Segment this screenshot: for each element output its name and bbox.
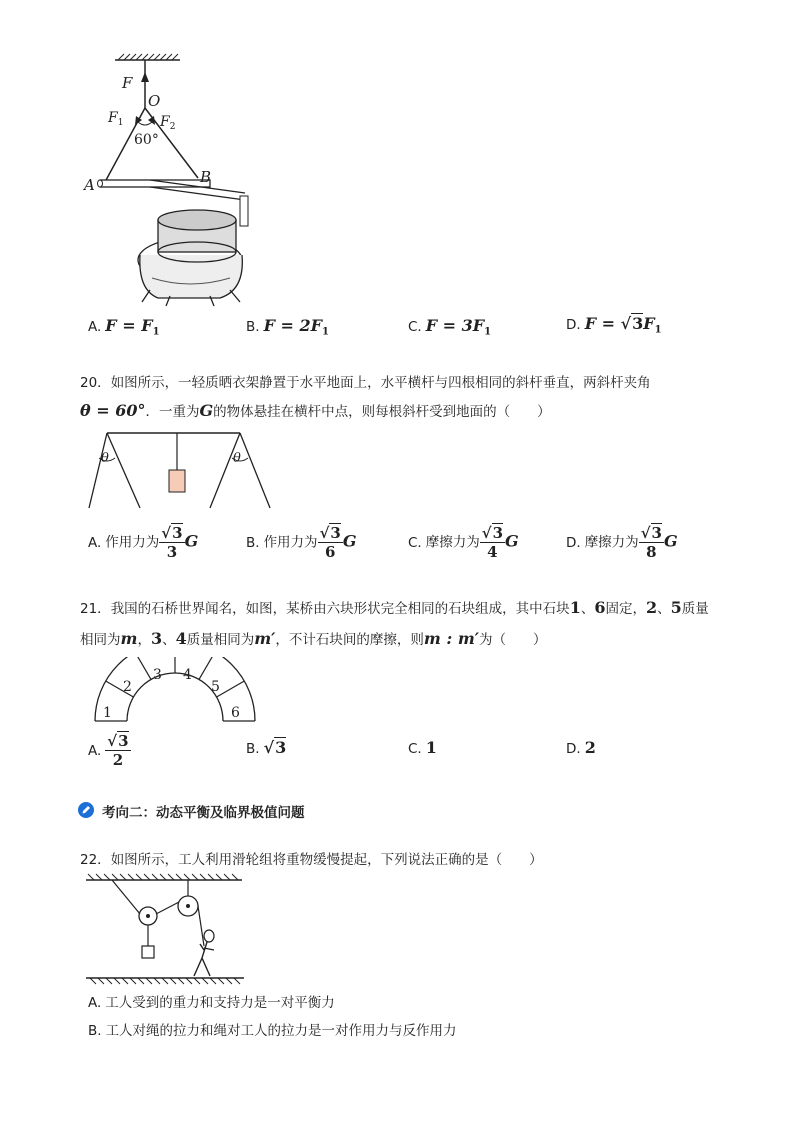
bridge-block-2: 2	[123, 679, 132, 695]
label-B: B	[200, 168, 212, 186]
q22-stem: 22．如图所示，工人利用滑轮组将重物缓慢提起，下列说法正确的是（ ）	[80, 852, 543, 868]
hanging-weight	[169, 470, 185, 492]
label-F1: $F_1$	[108, 110, 124, 128]
q21-bridge-figure	[85, 657, 265, 725]
label-60deg: 60°	[134, 132, 159, 148]
bridge-block-1: 1	[103, 705, 112, 721]
q21-stem-line2: 相同为m，3、4质量相同为m′，不计石块间的摩擦，则m : m′为（ ）	[80, 629, 547, 648]
section-title: 考向二：动态平衡及临界极值问题	[102, 805, 305, 821]
label-F2: $F_2$	[160, 114, 176, 132]
bridge-block-4: 4	[183, 667, 192, 683]
q20-option-d[interactable]: D. 摩擦力为 $\frac{√3}{8}$ G	[566, 524, 678, 561]
label-F: F	[122, 74, 133, 92]
theta-right: θ	[233, 451, 241, 466]
q22-option-a[interactable]: A. 工人受到的重力和支持力是一对平衡力	[88, 995, 335, 1011]
q20-option-a[interactable]: A. 作用力为 $\frac{√3}{3}$ G	[88, 524, 199, 561]
q20-stem-line2: θ = 60°．一重为G的物体悬挂在横杆中点，则每根斜杆受到地面的（ ）	[80, 401, 551, 420]
q21-stem-line1: 21．我国的石桥世界闻名，如图，某桥由六块形状完全相同的石块组成，其中石块1、6固定，2、5质量	[80, 598, 709, 617]
theta-left: θ	[101, 451, 109, 466]
bridge-block-3: 3	[153, 667, 162, 683]
label-O: O	[148, 92, 161, 110]
q20-figure	[85, 428, 275, 510]
pencil-icon	[78, 802, 94, 818]
q21-option-d[interactable]: D. 2	[566, 738, 596, 757]
q20-stem-line1: 20．如图所示，一轻质晒衣架静置于水平地面上，水平横杆与四根相同的斜杆垂直，两斜杆夹角	[80, 375, 651, 391]
q19-option-a[interactable]: A. $F = F_1$	[88, 316, 160, 338]
q19-option-d[interactable]: D. $F = √3F_1$	[566, 314, 662, 336]
q21-option-a[interactable]: A. $\frac{√3}{2}$	[88, 732, 129, 769]
q22-option-b[interactable]: B. 工人对绳的拉力和绳对工人的拉力是一对作用力与反作用力	[88, 1023, 457, 1039]
q21-option-c[interactable]: C. 1	[408, 738, 437, 757]
q19-option-b[interactable]: B. $F = 2F_1$	[246, 316, 329, 338]
label-A: A	[84, 176, 95, 194]
q21-option-b[interactable]: B. √3	[246, 738, 287, 757]
q19-figure	[80, 50, 270, 310]
bridge-block-6: 6	[231, 705, 240, 721]
q20-option-b[interactable]: B. 作用力为 $\frac{√3}{6}$ G	[246, 524, 357, 561]
bridge-block-5: 5	[211, 679, 220, 695]
q22-pulley-figure	[82, 868, 252, 988]
q19-option-c[interactable]: C. $F = 3F_1$	[408, 316, 492, 338]
q20-option-c[interactable]: C. 摩擦力为 $\frac{√3}{4}$ G	[408, 524, 519, 561]
